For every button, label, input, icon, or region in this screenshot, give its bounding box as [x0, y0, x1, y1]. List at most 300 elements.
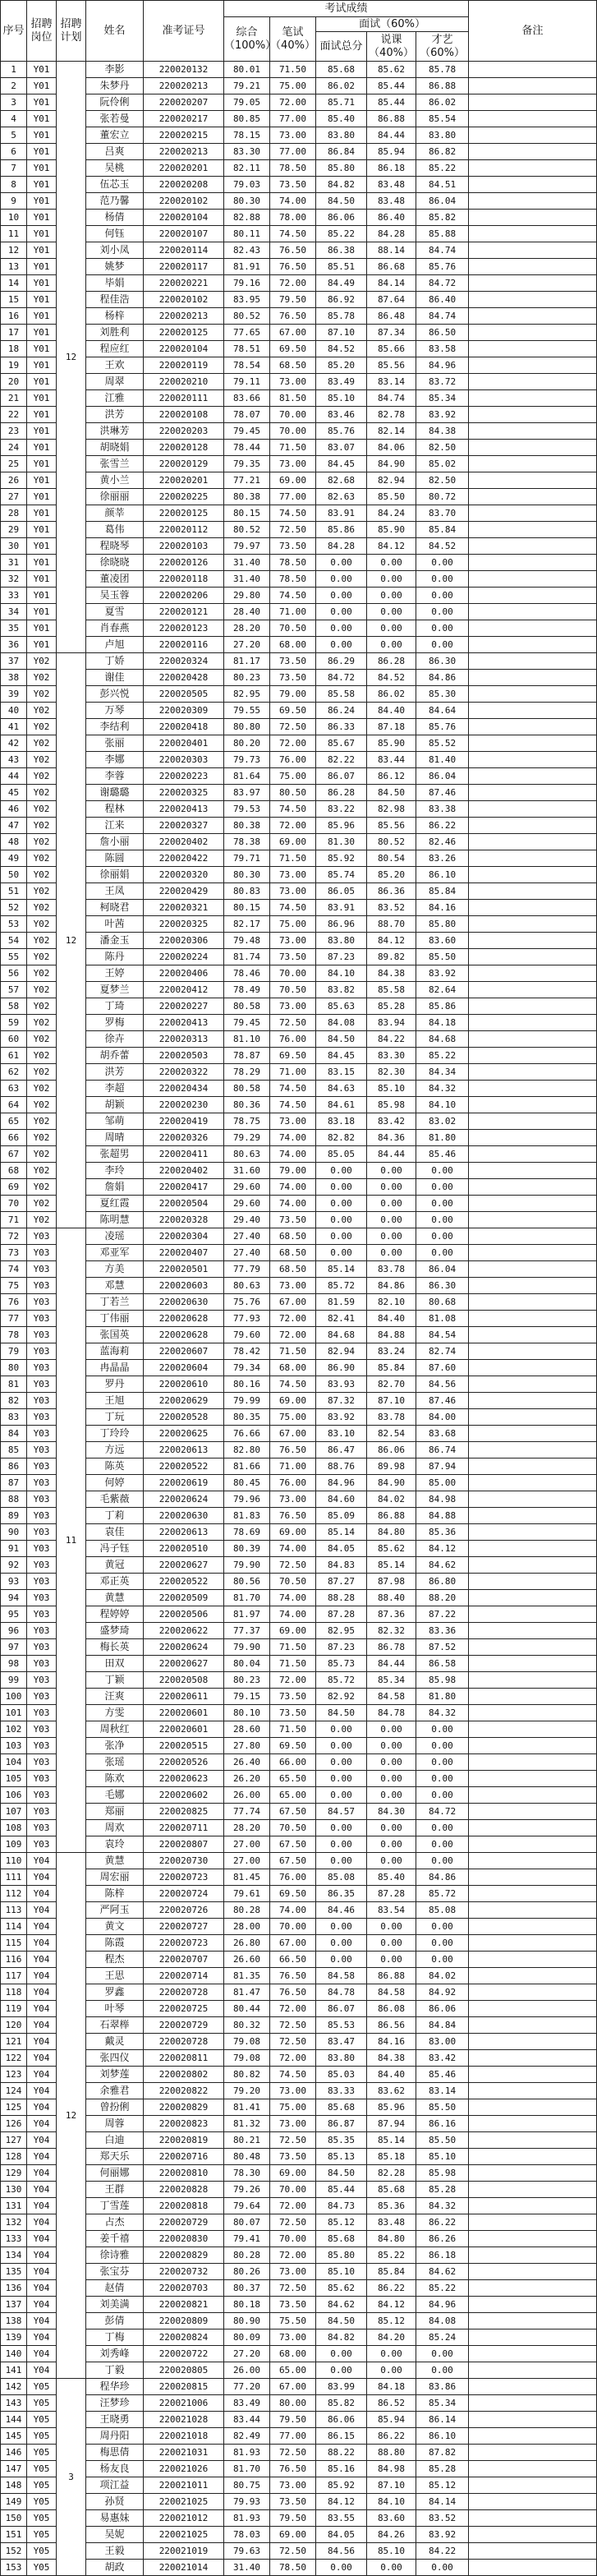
cell-total: 81.17	[224, 653, 270, 670]
cell-written: 71.50	[270, 62, 316, 78]
cell-total: 80.15	[224, 900, 270, 916]
cell-interview-total: 0.00	[316, 1787, 367, 1804]
cell-total: 81.10	[224, 1031, 270, 1048]
cell-total: 28.60	[224, 1721, 270, 1738]
table-row	[1, 571, 597, 588]
table-row	[1, 1360, 597, 1376]
cell-name: 汪爽	[86, 1689, 144, 1705]
cell-interview-total: 0.00	[316, 1212, 367, 1228]
cell-written: 76.00	[270, 1869, 316, 1886]
cell-written: 67.00	[270, 2379, 316, 2395]
cell-written: 76.50	[270, 1984, 316, 2001]
cell-talent: 85.82	[416, 210, 469, 226]
cell-seq: 20	[1, 374, 27, 390]
table-row	[1, 2329, 597, 2346]
table-row	[1, 1311, 597, 1327]
cell-remark	[469, 1754, 597, 1771]
cell-ticket: 220020503	[144, 1048, 224, 1064]
cell-name: 吕爽	[86, 144, 144, 160]
cell-written: 76.50	[270, 259, 316, 275]
cell-seq: 57	[1, 982, 27, 998]
cell-remark	[469, 1886, 597, 1902]
header-interview: 面试（60%）	[316, 17, 469, 32]
cell-name: 江雅	[86, 390, 144, 407]
cell-seq: 88	[1, 1491, 27, 1508]
cell-seq: 45	[1, 785, 27, 801]
table-row	[1, 177, 597, 193]
cell-interview-total: 86.02	[316, 78, 367, 94]
cell-position: Y01	[27, 341, 57, 357]
cell-name: 陈英	[86, 1459, 144, 1475]
cell-remark	[469, 998, 597, 1015]
cell-ticket: 220020829	[144, 2099, 224, 2116]
cell-seq: 9	[1, 193, 27, 210]
cell-interview-total: 88.76	[316, 1459, 367, 1475]
cell-speech: 85.14	[367, 2132, 416, 2149]
cell-seq: 135	[1, 2264, 27, 2280]
cell-remark	[469, 735, 597, 752]
cell-ticket: 220020217	[144, 111, 224, 127]
cell-speech: 84.20	[367, 2329, 416, 2346]
cell-position: Y03	[27, 1541, 57, 1557]
table-row	[1, 1212, 597, 1228]
cell-speech: 83.48	[367, 177, 416, 193]
header-position: 招聘 岗位	[27, 1, 57, 62]
cell-interview-total: 86.96	[316, 916, 367, 933]
cell-position: Y03	[27, 1491, 57, 1508]
cell-talent: 87.94	[416, 1459, 469, 1475]
table-row	[1, 2395, 597, 2412]
cell-name: 张丽	[86, 735, 144, 752]
cell-interview-total: 88.22	[316, 2445, 367, 2461]
cell-speech: 86.22	[367, 2280, 416, 2297]
cell-seq: 53	[1, 916, 27, 933]
cell-speech: 85.62	[367, 62, 416, 78]
cell-name: 戴灵	[86, 2034, 144, 2050]
cell-total: 27.40	[224, 1228, 270, 1245]
cell-talent: 83.86	[416, 2379, 469, 2395]
cell-position: Y03	[27, 1442, 57, 1459]
cell-interview-total: 85.76	[316, 423, 367, 440]
cell-interview-total: 86.06	[316, 210, 367, 226]
cell-name: 冉晶晶	[86, 1360, 144, 1376]
cell-total: 80.23	[224, 670, 270, 686]
table-row	[1, 456, 597, 472]
cell-position: Y05	[27, 2379, 57, 2395]
cell-talent: 83.72	[416, 374, 469, 390]
cell-seq: 150	[1, 2510, 27, 2527]
cell-seq: 60	[1, 1031, 27, 1048]
cell-talent: 87.46	[416, 785, 469, 801]
cell-ticket: 220020304	[144, 1228, 224, 1245]
table-row	[1, 1508, 597, 1524]
cell-speech: 83.62	[367, 2083, 416, 2099]
cell-interview-total: 0.00	[316, 588, 367, 604]
cell-position: Y05	[27, 2510, 57, 2527]
cell-ticket: 220020613	[144, 1524, 224, 1541]
cell-written: 74.00	[270, 1196, 316, 1212]
cell-seq: 40	[1, 703, 27, 719]
cell-remark	[469, 505, 597, 522]
cell-position: Y04	[27, 2346, 57, 2362]
cell-remark	[469, 1294, 597, 1311]
table-row	[1, 2445, 597, 2461]
cell-position: Y04	[27, 2198, 57, 2214]
cell-name: 周丹阳	[86, 2428, 144, 2445]
cell-name: 丁琦	[86, 998, 144, 1015]
cell-talent: 0.00	[416, 1754, 469, 1771]
cell-name: 阮伶俐	[86, 94, 144, 111]
cell-total: 80.38	[224, 818, 270, 834]
cell-interview-total: 85.10	[316, 390, 367, 407]
cell-speech: 86.28	[367, 653, 416, 670]
cell-name: 吴桃	[86, 160, 144, 177]
cell-ticket: 220020630	[144, 1294, 224, 1311]
cell-seq: 81	[1, 1376, 27, 1393]
cell-written: 73.00	[270, 998, 316, 1015]
cell-ticket: 220020230	[144, 1097, 224, 1113]
cell-name: 罗鑫	[86, 1984, 144, 2001]
cell-seq: 2	[1, 78, 27, 94]
cell-talent: 85.34	[416, 2395, 469, 2412]
cell-speech: 85.50	[367, 489, 416, 505]
cell-remark	[469, 440, 597, 456]
cell-seq: 116	[1, 1952, 27, 1968]
table-row	[1, 850, 597, 867]
cell-name: 潘金玉	[86, 933, 144, 949]
cell-speech: 0.00	[367, 2346, 416, 2362]
cell-written: 75.00	[270, 2099, 316, 2116]
cell-seq: 84	[1, 1426, 27, 1442]
cell-interview-total: 85.13	[316, 2149, 367, 2165]
cell-name: 杨友良	[86, 2461, 144, 2477]
cell-remark	[469, 2050, 597, 2067]
cell-interview-total: 83.82	[316, 982, 367, 998]
cell-name: 陈丹	[86, 949, 144, 965]
cell-talent: 85.46	[416, 2067, 469, 2083]
cell-seq: 138	[1, 2313, 27, 2329]
cell-total: 80.07	[224, 2214, 270, 2231]
cell-speech: 0.00	[367, 1787, 416, 1804]
cell-total: 79.26	[224, 2182, 270, 2198]
cell-speech: 83.14	[367, 374, 416, 390]
table-row	[1, 801, 597, 818]
cell-position: Y01	[27, 456, 57, 472]
cell-speech: 84.38	[367, 965, 416, 982]
table-row	[1, 1163, 597, 1179]
cell-total: 78.49	[224, 982, 270, 998]
cell-name: 程佳浩	[86, 292, 144, 308]
cell-written: 74.50	[270, 226, 316, 242]
cell-talent: 81.80	[416, 1689, 469, 1705]
cell-written: 68.50	[270, 1245, 316, 1261]
cell-speech: 0.00	[367, 1721, 416, 1738]
cell-total: 77.93	[224, 1311, 270, 1327]
cell-position: Y05	[27, 2395, 57, 2412]
cell-interview-total: 84.05	[316, 2527, 367, 2543]
cell-ticket: 220020417	[144, 1179, 224, 1196]
cell-speech: 82.94	[367, 472, 416, 489]
cell-written: 69.00	[270, 472, 316, 489]
table-row	[1, 2050, 597, 2067]
cell-written: 73.00	[270, 2264, 316, 2280]
cell-interview-total: 84.45	[316, 456, 367, 472]
cell-written: 73.00	[270, 374, 316, 390]
table-row	[1, 933, 597, 949]
cell-interview-total: 84.56	[316, 2543, 367, 2560]
table-row	[1, 1689, 597, 1705]
cell-ticket: 220020104	[144, 341, 224, 357]
cell-seq: 7	[1, 160, 27, 177]
cell-name: 吴妮	[86, 2527, 144, 2543]
cell-position: Y02	[27, 686, 57, 703]
cell-position: Y01	[27, 637, 57, 653]
cell-written: 75.00	[270, 78, 316, 94]
cell-seq: 146	[1, 2445, 27, 2461]
cell-speech: 0.00	[367, 1163, 416, 1179]
cell-remark	[469, 177, 597, 193]
cell-name: 胡晓娟	[86, 440, 144, 456]
cell-interview-total: 86.87	[316, 2116, 367, 2132]
cell-speech: 82.30	[367, 1064, 416, 1081]
cell-ticket: 220020728	[144, 2034, 224, 2050]
cell-written: 79.00	[270, 1163, 316, 1179]
cell-remark	[469, 2165, 597, 2182]
cell-remark	[469, 1261, 597, 1278]
cell-interview-total: 84.96	[316, 1475, 367, 1491]
cell-name: 谢璐璐	[86, 785, 144, 801]
cell-speech: 86.88	[367, 111, 416, 127]
table-row	[1, 2149, 597, 2165]
cell-written: 74.00	[270, 1130, 316, 1146]
cell-seq: 58	[1, 998, 27, 1015]
table-row	[1, 604, 597, 620]
cell-ticket: 220021025	[144, 2494, 224, 2510]
cell-remark	[469, 210, 597, 226]
cell-speech: 84.44	[367, 1656, 416, 1672]
cell-total: 81.93	[224, 2445, 270, 2461]
cell-interview-total: 82.22	[316, 752, 367, 768]
cell-talent: 82.50	[416, 440, 469, 456]
table-row	[1, 1771, 597, 1787]
cell-interview-total: 85.44	[316, 2182, 367, 2198]
cell-written: 77.00	[270, 111, 316, 127]
cell-interview-total: 85.73	[316, 1656, 367, 1672]
cell-position: Y03	[27, 1836, 57, 1853]
cell-position: Y05	[27, 2428, 57, 2445]
cell-remark	[469, 2527, 597, 2543]
cell-talent: 0.00	[416, 1163, 469, 1179]
cell-position: Y04	[27, 2264, 57, 2280]
cell-interview-total: 87.32	[316, 1393, 367, 1409]
cell-talent: 85.76	[416, 719, 469, 735]
cell-speech: 88.40	[367, 1590, 416, 1606]
table-row	[1, 916, 597, 933]
cell-remark	[469, 834, 597, 850]
cell-ticket: 220020602	[144, 1787, 224, 1804]
cell-remark	[469, 752, 597, 768]
cell-total: 80.11	[224, 226, 270, 242]
cell-seq: 87	[1, 1475, 27, 1491]
cell-total: 80.83	[224, 883, 270, 900]
cell-total: 27.40	[224, 1245, 270, 1261]
cell-position: Y05	[27, 2412, 57, 2428]
cell-written: 75.00	[270, 916, 316, 933]
cell-position: Y01	[27, 522, 57, 538]
cell-ticket: 220020623	[144, 1771, 224, 1787]
cell-speech: 85.56	[367, 818, 416, 834]
cell-name: 何丽娜	[86, 2165, 144, 2182]
cell-seq: 115	[1, 1935, 27, 1952]
cell-seq: 33	[1, 588, 27, 604]
cell-total: 80.26	[224, 2264, 270, 2280]
cell-seq: 76	[1, 1294, 27, 1311]
table-row	[1, 1557, 597, 1574]
cell-talent: 83.38	[416, 801, 469, 818]
table-row	[1, 1590, 597, 1606]
cell-remark	[469, 2395, 597, 2412]
cell-remark	[469, 407, 597, 423]
cell-speech: 85.96	[367, 2099, 416, 2116]
cell-total: 26.00	[224, 2362, 270, 2379]
cell-seq: 143	[1, 2395, 27, 2412]
cell-position: Y03	[27, 1360, 57, 1376]
cell-total: 82.17	[224, 916, 270, 933]
cell-remark	[469, 1771, 597, 1787]
cell-ticket: 220020123	[144, 620, 224, 637]
cell-position: Y01	[27, 407, 57, 423]
cell-talent: 85.28	[416, 2182, 469, 2198]
cell-position: Y04	[27, 2182, 57, 2198]
cell-remark	[469, 1475, 597, 1491]
cell-interview-total: 84.50	[316, 1031, 367, 1048]
cell-talent: 83.60	[416, 933, 469, 949]
table-row	[1, 900, 597, 916]
cell-talent: 83.58	[416, 341, 469, 357]
cell-speech: 84.40	[367, 1311, 416, 1327]
cell-ticket: 220020306	[144, 933, 224, 949]
cell-remark	[469, 259, 597, 275]
cell-interview-total: 86.38	[316, 242, 367, 259]
cell-interview-total: 84.52	[316, 341, 367, 357]
cell-talent: 85.22	[416, 160, 469, 177]
cell-ticket: 220020522	[144, 1459, 224, 1475]
table-row	[1, 1984, 597, 2001]
cell-remark	[469, 2247, 597, 2264]
cell-position: Y03	[27, 1689, 57, 1705]
cell-seq: 113	[1, 1902, 27, 1919]
cell-talent: 86.18	[416, 2247, 469, 2264]
cell-position: Y03	[27, 1639, 57, 1656]
cell-seq: 104	[1, 1754, 27, 1771]
cell-ticket: 220020413	[144, 1015, 224, 1031]
cell-total: 75.76	[224, 1294, 270, 1311]
cell-position: Y04	[27, 1919, 57, 1935]
cell-written: 70.50	[270, 1574, 316, 1590]
table-row	[1, 1919, 597, 1935]
cell-seq: 92	[1, 1557, 27, 1574]
cell-total: 80.18	[224, 2297, 270, 2313]
cell-seq: 23	[1, 423, 27, 440]
table-row	[1, 1459, 597, 1475]
cell-talent: 0.00	[416, 1228, 469, 1245]
cell-interview-total: 86.35	[316, 1886, 367, 1902]
cell-talent: 84.10	[416, 1097, 469, 1113]
cell-seq: 61	[1, 1048, 27, 1064]
table-row	[1, 949, 597, 965]
table-row	[1, 1836, 597, 1853]
cell-speech: 0.00	[367, 1853, 416, 1869]
cell-speech: 85.28	[367, 998, 416, 1015]
table-row	[1, 1393, 597, 1409]
cell-seq: 30	[1, 538, 27, 555]
cell-name: 余雅君	[86, 2083, 144, 2099]
cell-speech: 0.00	[367, 1754, 416, 1771]
cell-name: 丁雪莲	[86, 2198, 144, 2214]
cell-speech: 83.94	[367, 1015, 416, 1031]
cell-talent: 0.00	[416, 571, 469, 588]
cell-remark	[469, 1015, 597, 1031]
cell-interview-total: 85.72	[316, 1672, 367, 1689]
cell-interview-total: 86.07	[316, 2001, 367, 2017]
cell-talent: 84.74	[416, 242, 469, 259]
cell-name: 丁莉	[86, 1508, 144, 1524]
cell-seq: 54	[1, 933, 27, 949]
cell-name: 刘美满	[86, 2297, 144, 2313]
cell-total: 80.32	[224, 2017, 270, 2034]
cell-position: Y04	[27, 2231, 57, 2247]
cell-ticket: 220020129	[144, 456, 224, 472]
cell-ticket: 220020625	[144, 1426, 224, 1442]
cell-total: 81.41	[224, 2099, 270, 2116]
cell-remark	[469, 1787, 597, 1804]
cell-written: 71.00	[270, 1459, 316, 1475]
cell-talent: 0.00	[416, 1212, 469, 1228]
cell-ticket: 220020206	[144, 588, 224, 604]
cell-interview-total: 86.24	[316, 703, 367, 719]
cell-remark	[469, 555, 597, 571]
cell-written: 72.50	[270, 2017, 316, 2034]
cell-total: 78.46	[224, 965, 270, 982]
cell-ticket: 220020112	[144, 522, 224, 538]
cell-talent: 87.46	[416, 1393, 469, 1409]
cell-position: Y01	[27, 242, 57, 259]
cell-remark	[469, 111, 597, 127]
cell-ticket: 220020526	[144, 1754, 224, 1771]
cell-position: Y04	[27, 1902, 57, 1919]
cell-ticket: 220020722	[144, 2346, 224, 2362]
cell-talent: 87.60	[416, 1360, 469, 1376]
cell-written: 79.50	[270, 2510, 316, 2527]
cell-talent: 85.86	[416, 998, 469, 1015]
table-row	[1, 1245, 597, 1261]
cell-speech: 83.78	[367, 1261, 416, 1278]
cell-ticket: 220020328	[144, 1212, 224, 1228]
cell-written: 78.50	[270, 2560, 316, 2576]
cell-position: Y04	[27, 1886, 57, 1902]
cell-remark	[469, 1113, 597, 1130]
table-row	[1, 1639, 597, 1656]
cell-name: 田双	[86, 1656, 144, 1672]
table-row	[1, 489, 597, 505]
cell-total: 79.34	[224, 1360, 270, 1376]
cell-total: 26.20	[224, 1771, 270, 1787]
cell-position: Y01	[27, 144, 57, 160]
cell-speech: 86.40	[367, 210, 416, 226]
cell-interview-total: 85.67	[316, 735, 367, 752]
cell-ticket: 220020125	[144, 505, 224, 522]
cell-total: 78.03	[224, 2527, 270, 2543]
